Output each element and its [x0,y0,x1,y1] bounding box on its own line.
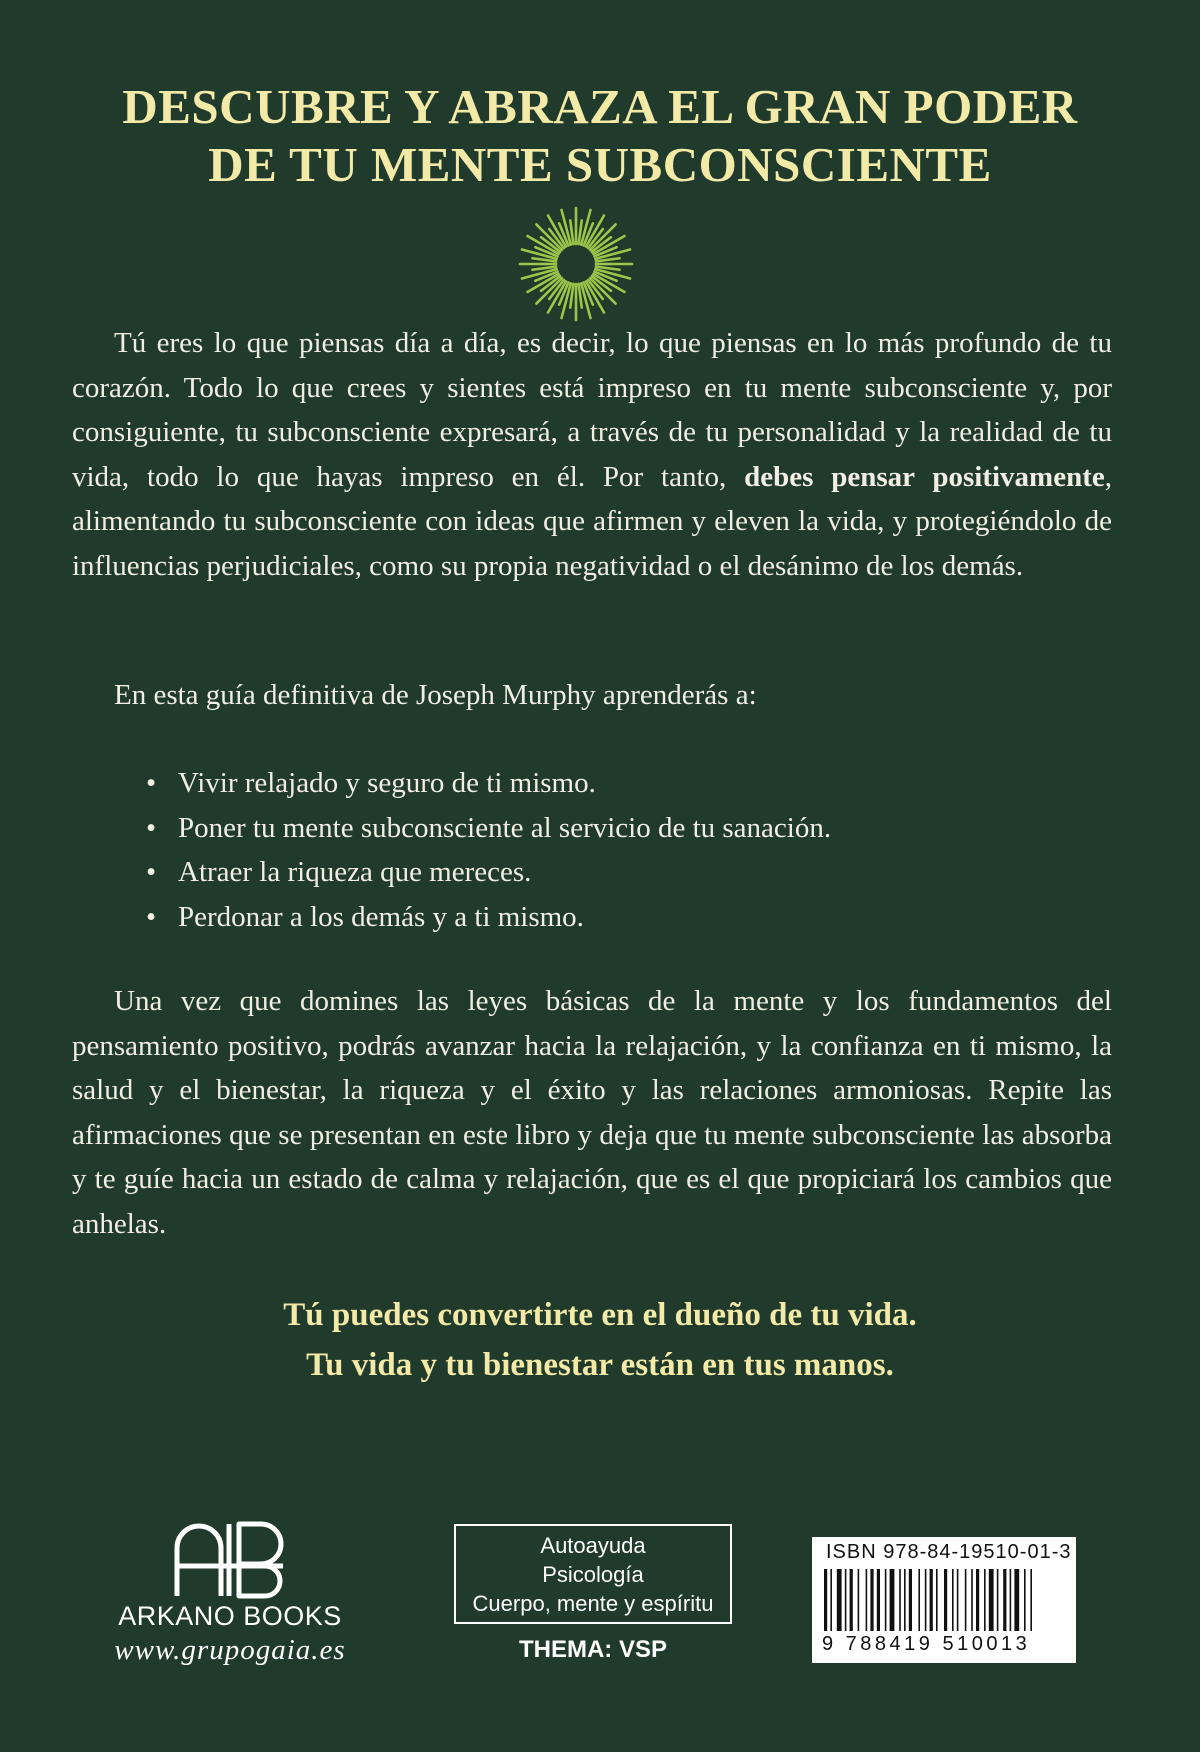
publisher-logo [100,1520,360,1668]
category-item: Cuerpo, mente y espíritu [472,1591,714,1616]
intro-text-end: , alimentando tu subconsciente con ideas que afirmen y eleven la vida, y protegiéndolo de influencias perjudiciales, como su propia negatividad o el desánimo de los demás. [72,460,1112,582]
category-box [454,1524,732,1624]
publisher-url: www.grupogaia.es [114,1634,346,1666]
ab-monogram-icon [171,1520,289,1600]
isbn-barcode-block [812,1537,1076,1663]
list-item: • Poner tu mente subconsciente al servicio de tu sanación. [146,806,831,851]
category-item: Psicología [542,1562,644,1587]
list-item: • Vivir relajado y seguro de ti mismo. [146,761,831,806]
closing-line-2: Tu vida y tu bienestar están en tus manos. [306,1347,894,1383]
ean-digits: 9 788419 510013 [822,1633,1031,1655]
closing-line-1: Tú puedes convertirte en el dueño de tu vida. [283,1297,917,1333]
list-item: • Atraer la riqueza que mereces. [146,850,831,895]
intro-paragraph [72,321,1112,588]
back-cover-headline [0,78,1200,194]
headline-line-2: DE TU MENTE SUBCONSCIENTE [208,137,992,192]
summary-paragraph: Una vez que domines las leyes básicas de la mente y los fundamentos del pensamiento positivo, podrás avanzar hacia la relajación, y la confianza en ti mismo, la salud y el bienestar, la riqueza y el éxito y las relaciones armoniosas. Repite las afirmaciones que se presentan en este libro y deja que tu mente subconsciente las absorba y te guíe hacia un estado de calma y relajación, que es el que propiciará los cambios que anhelas. [72,985,1112,1240]
isbn-label: ISBN 978-84-19510-01-3 [826,1541,1072,1563]
closing-statement [0,1290,1200,1390]
headline-line-1: DESCUBRE Y ABRAZA EL GRAN PODER [122,79,1078,134]
barcode-icon [822,1569,1066,1633]
list-item: • Perdonar a los demás y a ti mismo. [146,895,831,940]
starburst-icon [518,206,634,322]
learning-list [146,761,831,939]
thema-code: THEMA: VSP [518,1636,667,1663]
category-item: Autoayuda [540,1533,646,1558]
intro-text-start: Tú eres lo que piensas día a día, es decir, lo que piensas en lo más profundo de tu corazón. Todo lo que crees y sientes está impreso en tu mente subconsciente y, por consiguiente, tu subconsciente expresará, a través de tu personalidad y la realidad de tu vida, todo lo que hayas impreso en él. Por tanto, [72,327,1112,493]
publisher-name: ARKANO BOOKS [118,1601,342,1631]
guide-intro-paragraph: En esta guía definitiva de Joseph Murphy aprenderás a: [114,679,757,711]
intro-bold-phrase: debes pensar positivamente [744,460,1105,493]
